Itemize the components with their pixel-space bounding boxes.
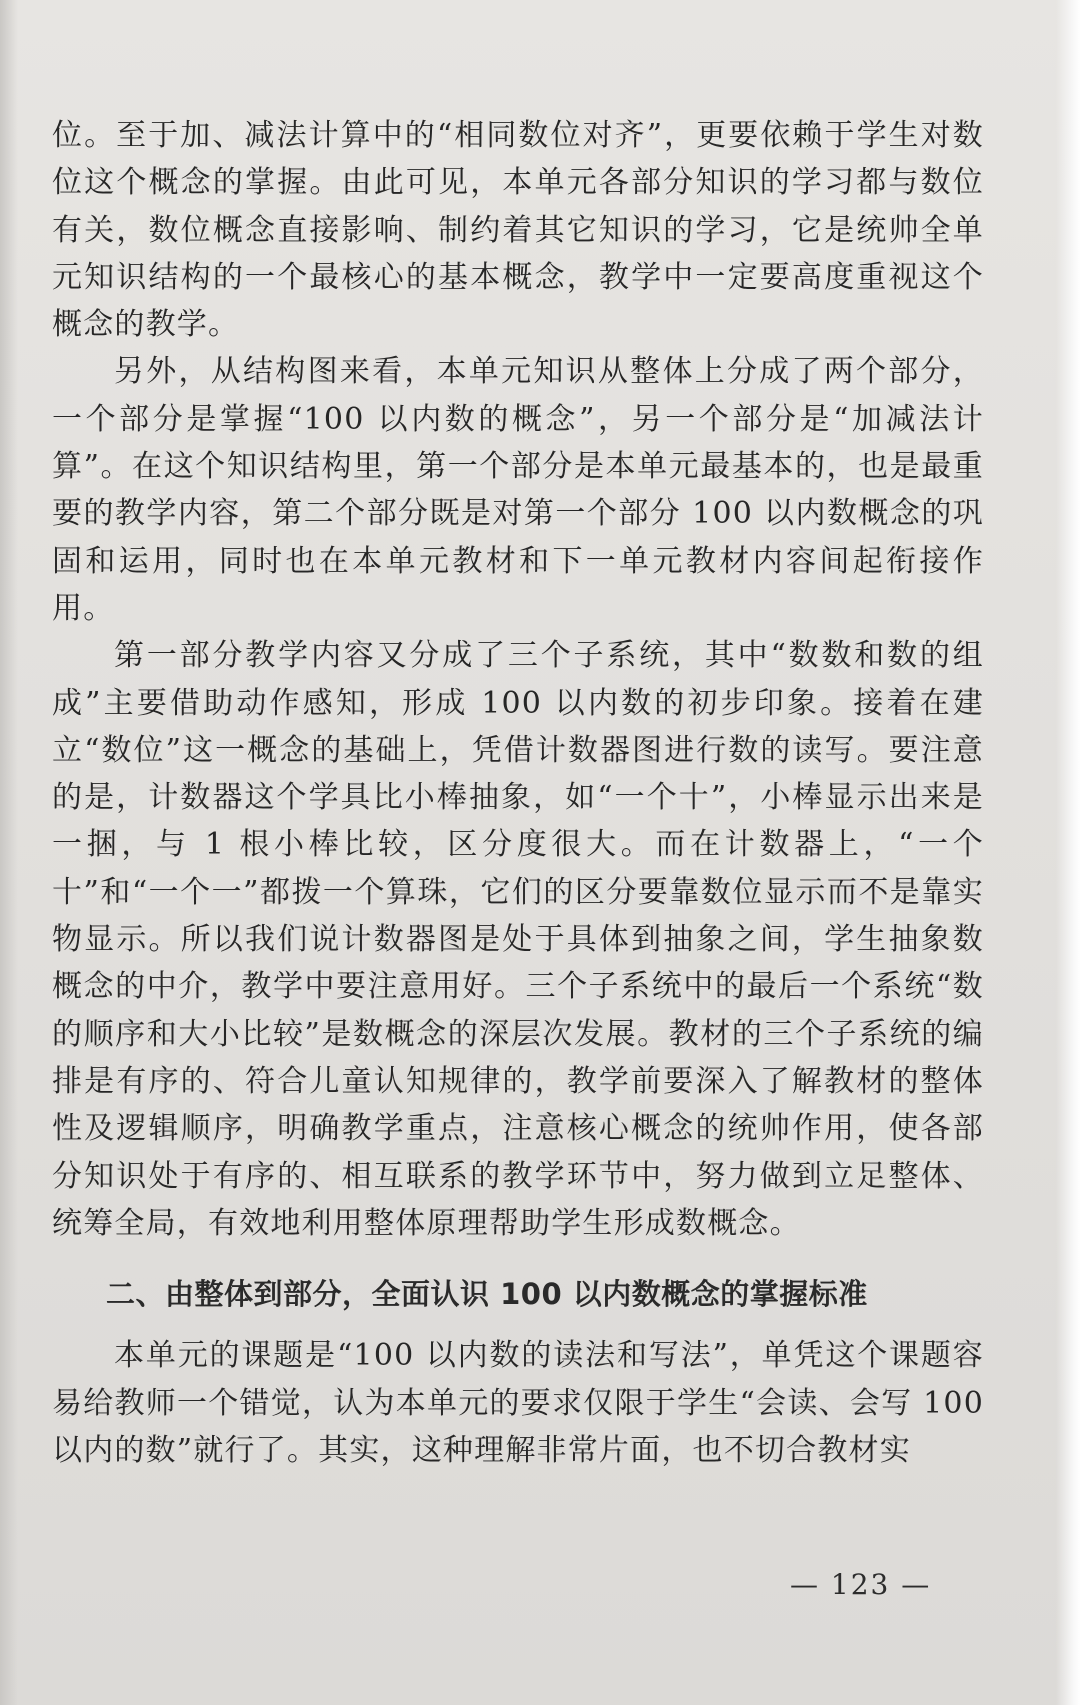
paragraph-4: 本单元的课题是“100 以内数的读法和写法”，单凭这个课题容易给教师一个错觉，认为本单元的要求仅限于学生“会读、会写 100 以内的数”就行了。其实，这种理解非常片面，也不切合教材实 bbox=[52, 1338, 984, 1469]
section-heading: 二、由整体到部分，全面认识 100 以内数概念的掌握标准 bbox=[106, 1277, 868, 1312]
paragraph-1: 位。至于加、减法计算中的“相同数位对齐”，更要依赖于学生对数位这个概念的掌握。由此可见，本单元各部分知识的学习都与数位有关，数位概念直接影响、制约着其它知识的学习，它是统帅全单元知识结构的一个最核心的基本概念，教学中一定要高度重视这个概念的教学。 bbox=[52, 118, 984, 343]
paragraph-3: 第一部分教学内容又分成了三个子系统，其中“数数和数的组成”主要借助动作感知，形成 100 以内数的初步印象。接着在建立“数位”这一概念的基础上，凭借计数器图进行数的读写。要注意的是，计数器这个学具比小棒抽象，如“一个十”，小棒显示出来是一捆，与 1 根小棒比较，区分度很大。而在计数器上，“一个十”和“一个一”都拨一个算珠，它们的区分要靠数位显示而不是靠实物显示。所以我们说计数器图是处于具体到抽象之间，学生抽象数概念的中介，教学中要注意用好。三个子系统中的最后一个系统“数的顺序和大小比较”是数概念的深层次发展。教材的三个子系统的编排是有序的、符合儿童认知规律的，教学前要深入了解教材的整体性及逻辑顺序，明确教学重点，注意核心概念的统帅作用，使各部分知识处于有序的、相互联系的教学环节中，努力做到立足整体、统筹全局，有效地利用整体原理帮助学生形成数概念。 bbox=[52, 638, 984, 1241]
page-body bbox=[52, 112, 984, 1474]
page-number: — 123 — bbox=[790, 1568, 932, 1601]
paragraph-2: 另外，从结构图来看，本单元知识从整体上分成了两个部分，一个部分是掌握“100 以内数的概念”，另一个部分是“加减法计算”。在这个知识结构里，第一个部分是本单元最基本的，也是最重要的教学内容，第二个部分既是对第一个部分 100 以内数概念的巩固和运用，同时也在本单元教材和下一单元教材内容间起衔接作用。 bbox=[52, 354, 984, 626]
